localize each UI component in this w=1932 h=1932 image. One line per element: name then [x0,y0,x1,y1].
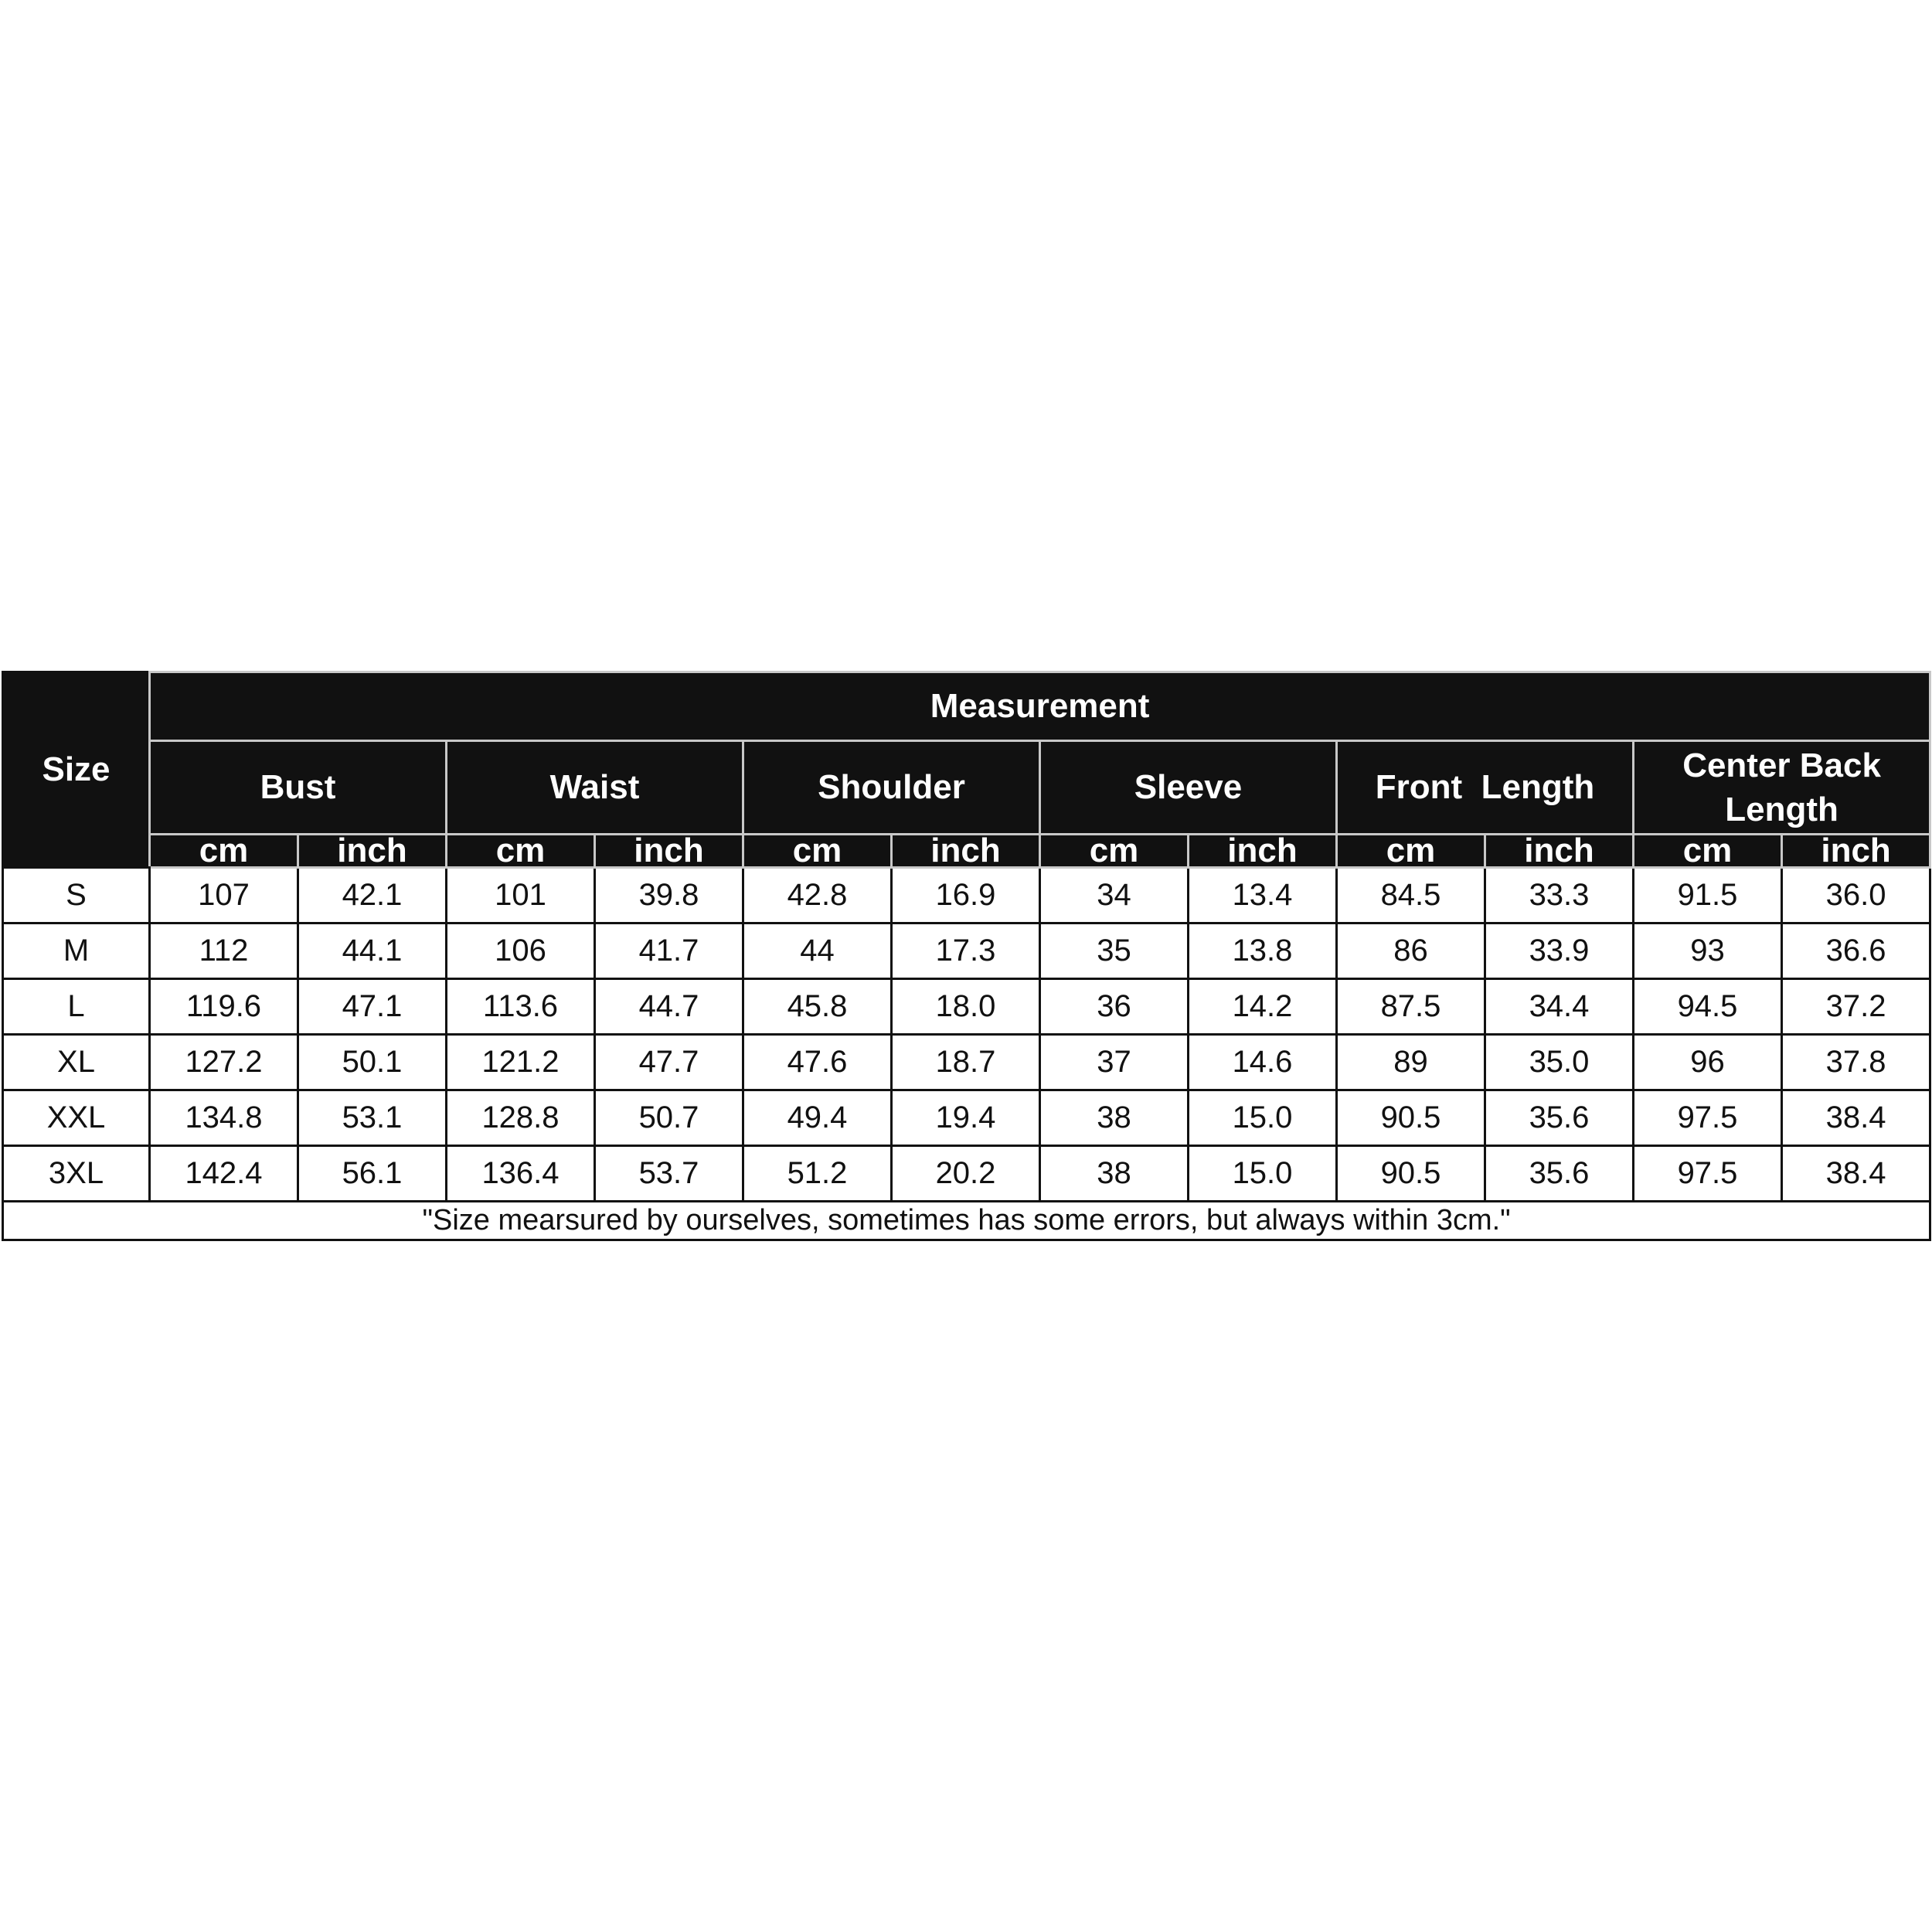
value-cell: 33.3 [1485,868,1634,923]
value-cell: 112 [150,923,298,979]
value-cell: 136.4 [447,1146,595,1202]
unit-header-cm: cm [447,835,595,868]
value-cell: 90.5 [1337,1146,1485,1202]
value-cell: 47.6 [743,1035,892,1090]
size-label-cell: XL [3,1035,150,1090]
value-cell: 37 [1040,1035,1189,1090]
value-cell: 38 [1040,1090,1189,1146]
note-row [3,1202,1930,1240]
table-body [3,868,1930,1202]
measurement-note: "Size mearsured by ourselves, sometimes has some errors, but always within 3cm." [3,1202,1930,1240]
value-cell: 94.5 [1634,979,1782,1035]
value-cell: 142.4 [150,1146,298,1202]
value-cell: 13.4 [1189,868,1337,923]
measure-header-shoulder: Shoulder [743,741,1040,835]
value-cell: 84.5 [1337,868,1485,923]
unit-header-inch: inch [1485,835,1634,868]
table-row [3,1090,1930,1146]
unit-header-cm: cm [1337,835,1485,868]
value-cell: 42.1 [298,868,447,923]
value-cell: 15.0 [1189,1090,1337,1146]
table-row [3,1035,1930,1090]
value-cell: 33.9 [1485,923,1634,979]
value-cell: 19.4 [892,1090,1040,1146]
value-cell: 106 [447,923,595,979]
size-label-cell: M [3,923,150,979]
header-row-group [3,672,1930,741]
value-cell: 121.2 [447,1035,595,1090]
value-cell: 56.1 [298,1146,447,1202]
value-cell: 45.8 [743,979,892,1035]
value-cell: 37.2 [1782,979,1930,1035]
value-cell: 34.4 [1485,979,1634,1035]
value-cell: 113.6 [447,979,595,1035]
measure-header-bust: Bust [150,741,447,835]
value-cell: 38 [1040,1146,1189,1202]
value-cell: 97.5 [1634,1090,1782,1146]
size-label-cell: S [3,868,150,923]
table-footer [3,1202,1930,1240]
table-row [3,979,1930,1035]
value-cell: 41.7 [595,923,743,979]
unit-header-cm: cm [150,835,298,868]
value-cell: 53.7 [595,1146,743,1202]
value-cell: 87.5 [1337,979,1485,1035]
value-cell: 17.3 [892,923,1040,979]
value-cell: 51.2 [743,1146,892,1202]
header-row-units [3,835,1930,868]
value-cell: 35 [1040,923,1189,979]
value-cell: 47.7 [595,1035,743,1090]
table-header [3,672,1930,868]
value-cell: 44.7 [595,979,743,1035]
table-row [3,1146,1930,1202]
value-cell: 14.2 [1189,979,1337,1035]
value-cell: 90.5 [1337,1090,1485,1146]
unit-header-inch: inch [298,835,447,868]
value-cell: 16.9 [892,868,1040,923]
value-cell: 18.7 [892,1035,1040,1090]
size-label-cell: 3XL [3,1146,150,1202]
value-cell: 44.1 [298,923,447,979]
value-cell: 35.6 [1485,1090,1634,1146]
measure-header-sleeve: Sleeve [1040,741,1337,835]
size-label-cell: L [3,979,150,1035]
unit-header-inch: inch [892,835,1040,868]
value-cell: 14.6 [1189,1035,1337,1090]
value-cell: 53.1 [298,1090,447,1146]
value-cell: 36.0 [1782,868,1930,923]
unit-header-cm: cm [1634,835,1782,868]
value-cell: 50.1 [298,1035,447,1090]
table-row [3,923,1930,979]
value-cell: 36.6 [1782,923,1930,979]
value-cell: 36 [1040,979,1189,1035]
size-label-cell: XXL [3,1090,150,1146]
value-cell: 13.8 [1189,923,1337,979]
measure-header-center-back-length: Center Back Length [1634,741,1930,835]
value-cell: 38.4 [1782,1090,1930,1146]
value-cell: 39.8 [595,868,743,923]
value-cell: 20.2 [892,1146,1040,1202]
header-row-measures [3,741,1930,835]
unit-header-inch: inch [1782,835,1930,868]
size-column-header: Size [3,672,150,868]
value-cell: 47.1 [298,979,447,1035]
value-cell: 89 [1337,1035,1485,1090]
measurement-group-header: Measurement [150,672,1930,741]
table-row [3,868,1930,923]
value-cell: 18.0 [892,979,1040,1035]
value-cell: 96 [1634,1035,1782,1090]
measure-header-front-length: Front Length [1337,741,1634,835]
unit-header-inch: inch [595,835,743,868]
size-chart-table [2,671,1931,1241]
unit-header-inch: inch [1189,835,1337,868]
value-cell: 97.5 [1634,1146,1782,1202]
value-cell: 86 [1337,923,1485,979]
value-cell: 50.7 [595,1090,743,1146]
value-cell: 38.4 [1782,1146,1930,1202]
value-cell: 42.8 [743,868,892,923]
unit-header-cm: cm [743,835,892,868]
value-cell: 134.8 [150,1090,298,1146]
value-cell: 37.8 [1782,1035,1930,1090]
value-cell: 101 [447,868,595,923]
value-cell: 49.4 [743,1090,892,1146]
value-cell: 107 [150,868,298,923]
value-cell: 91.5 [1634,868,1782,923]
value-cell: 35.0 [1485,1035,1634,1090]
value-cell: 34 [1040,868,1189,923]
value-cell: 119.6 [150,979,298,1035]
value-cell: 44 [743,923,892,979]
value-cell: 127.2 [150,1035,298,1090]
value-cell: 35.6 [1485,1146,1634,1202]
unit-header-cm: cm [1040,835,1189,868]
value-cell: 93 [1634,923,1782,979]
measure-header-waist: Waist [447,741,743,835]
value-cell: 15.0 [1189,1146,1337,1202]
value-cell: 128.8 [447,1090,595,1146]
